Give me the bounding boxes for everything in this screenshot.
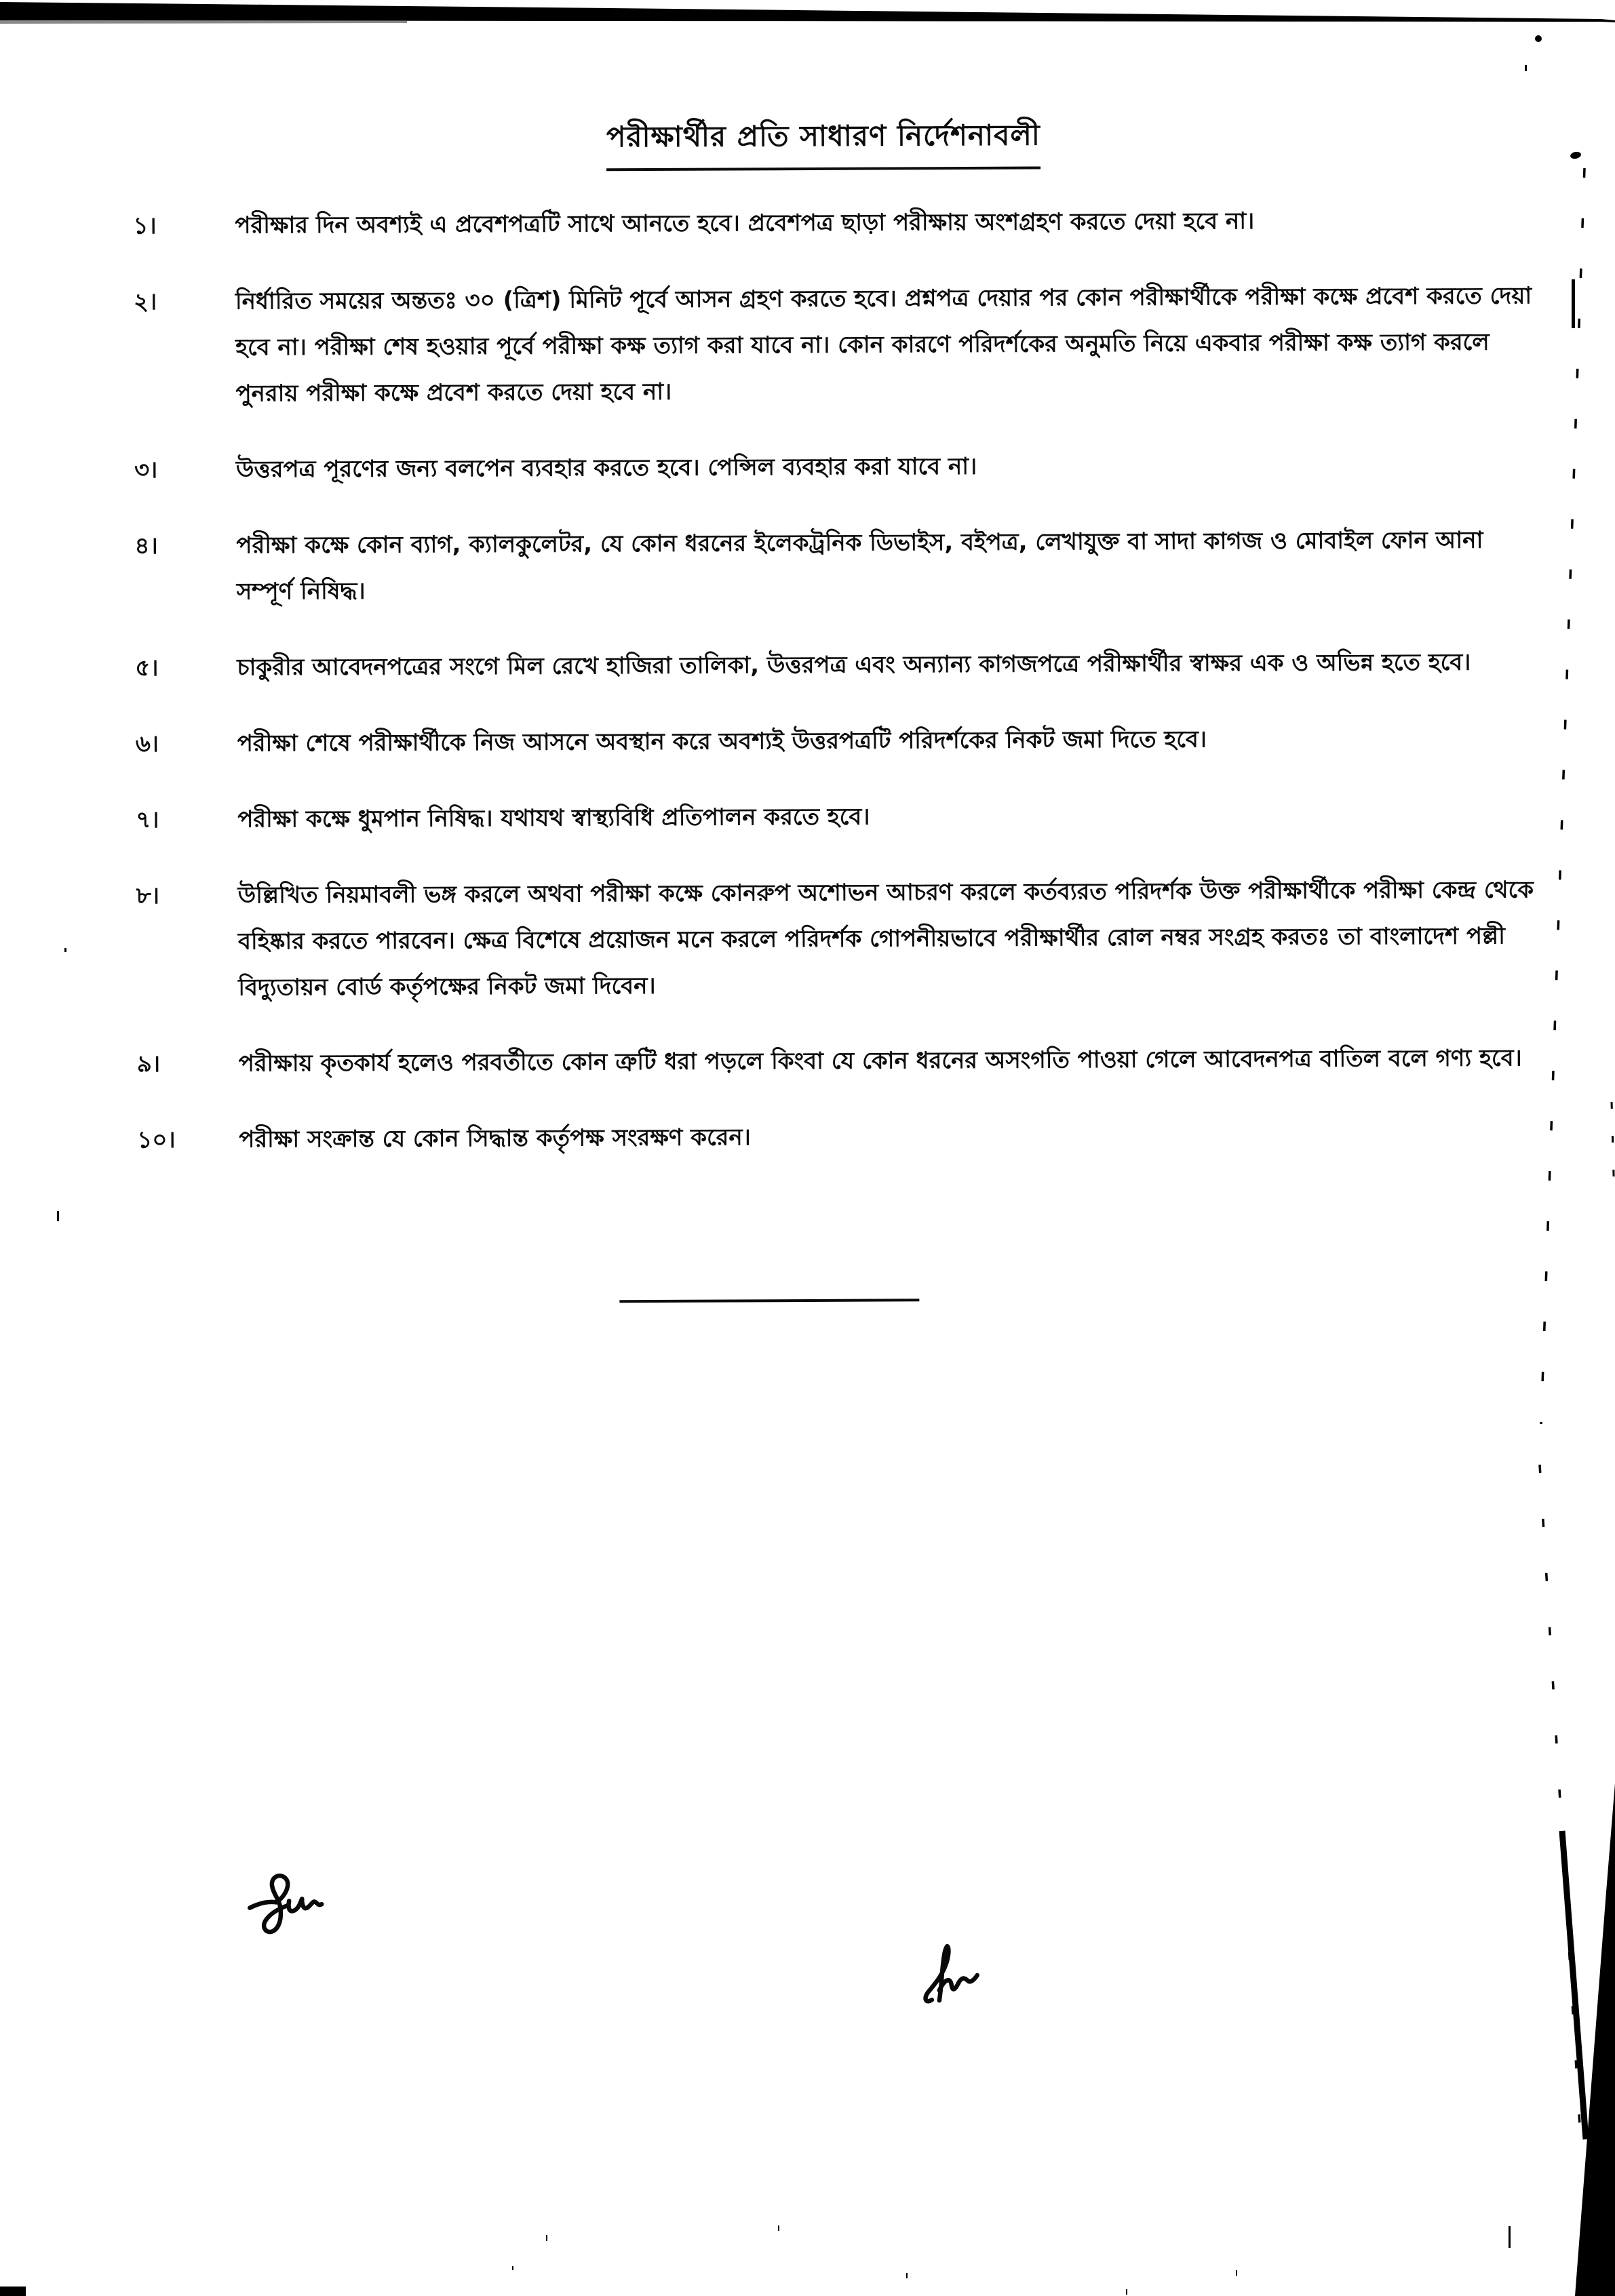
- instruction-item-6: [136, 715, 1541, 767]
- instruction-number: ৮।: [136, 882, 160, 910]
- instruction-text: পরীক্ষা সংক্রান্ত যে কোন সিদ্ধান্ত কর্তৃপক্ষ সংরক্ষণ করেন।: [239, 1124, 751, 1153]
- instruction-number: ৩।: [134, 456, 158, 484]
- instruction-text: পরীক্ষা শেষে পরীক্ষার্থীকে নিজ আসনে অবস্থান করে অবশ্যই উত্তরপত্রটি পরিদর্শকের নিকট জমা দিতে হবে।: [237, 726, 1207, 757]
- instruction-item-5: [135, 639, 1540, 691]
- instruction-number: ৬।: [135, 730, 159, 758]
- page-title: পরীক্ষার্থীর প্রতি সাধারণ নির্দেশনাবলী: [606, 113, 1040, 172]
- instruction-list: [133, 197, 1542, 1193]
- instruction-number: ২।: [133, 288, 157, 316]
- instruction-number: ৯।: [136, 1050, 161, 1078]
- instruction-number: ৪।: [134, 532, 158, 560]
- instruction-text: চাকুরীর আবেদনপত্রের সংগে মিল রেখে হাজিরা তালিকা, উত্তরপত্র এবং অন্যান্য কাগজপত্রে পরীক্ষার্থীর স্বাক্ষর এক ও অভিন্ন হতে হবে।: [237, 648, 1471, 681]
- instruction-number: ৭।: [136, 806, 159, 834]
- instruction-item-1: [133, 197, 1538, 249]
- instruction-text: পরীক্ষা কক্ষে কোন ব্যাগ, ক্যালকুলেটর, যে কোন ধরনের ইলেকট্রনিক ডিভাইস, বইপত্র, লেখাযুক্ত বা সাদা কাগজ ও মোবাইল ফোন আনা সম্পূর্ণ নিষিদ্ধ।: [236, 526, 1483, 606]
- handwritten-signature-icon: [920, 1937, 998, 2006]
- instruction-text: পরীক্ষায় কৃতকার্য হলেও পরবর্তীতে কোন ত্রুটি ধরা পড়লে কিংবা যে কোন ধরনের অসংগতি পাওয়া গেলে আবেদনপত্র বাতিল বলে গণ্য হবে।: [238, 1044, 1522, 1077]
- instruction-item-4: [134, 517, 1540, 615]
- instruction-item-3: [134, 441, 1540, 493]
- instruction-text: পরীক্ষার দিন অবশ্যই এ প্রবেশপত্রটি সাথে আনতে হবে। প্রবেশপত্র ছাড়া পরীক্ষায় অংশগ্রহণ করতে দেয়া হবে না।: [235, 207, 1255, 239]
- instruction-number: ১।: [133, 212, 157, 240]
- instruction-text: উল্লিখিত নিয়মাবলী ভঙ্গ করলে অথবা পরীক্ষা কক্ষে কোনরুপ অশোভন আচরণ করলে কর্তব্যরত পরিদর্শক উক্ত পরীক্ষার্থীকে পরীক্ষা কেন্দ্র থেকে বহিষ্কার করতে পারবেন। ক্ষেত্র বিশেষে প্রয়োজন মনে করলে পরিদর্শক গোপনীয়ভাবে পরীক্ষার্থীর রোল নম্বর সংগ্রহ করতঃ তা বাংলাদেশ পল্লী বিদ্যুতায়ন বোর্ড কর্তৃপক্ষের নিকট জমা দিবেন।: [237, 876, 1534, 1002]
- instruction-item-7: [136, 791, 1541, 843]
- signature-right: [920, 1937, 998, 2006]
- page-title-row: [1, 111, 1615, 174]
- instruction-number: ১০।: [137, 1126, 176, 1154]
- instruction-item-9: [137, 1035, 1542, 1087]
- handwritten-signature-icon: [246, 1865, 337, 1937]
- instruction-text: উত্তরপত্র পূরণের জন্য বলপেন ব্যবহার করতে হবে। পেন্সিল ব্যবহার করা যাবে না।: [235, 452, 977, 483]
- instruction-item-2: [134, 273, 1540, 417]
- signature-left: [246, 1865, 337, 1937]
- center-divider-line: [619, 1299, 919, 1303]
- instruction-item-10: [137, 1111, 1542, 1163]
- instruction-text: পরীক্ষা কক্ষে ধুমপান নিষিদ্ধ। যথাযথ স্বাস্থ্যবিধি প্রতিপালন করতে হবে।: [237, 803, 870, 833]
- instruction-item-8: [136, 867, 1542, 1011]
- instruction-text: নির্ধারিত সময়ের অন্ততঃ ৩০ (ত্রিশ) মিনিট পূর্বে আসন গ্রহণ করতে হবে। প্রশ্নপত্র দেয়ার পর কোন পরীক্ষার্থীকে পরীক্ষা কক্ষে প্রবেশ করতে দেয়া হবে না। পরীক্ষা শেষ হওয়ার পূর্বে পরীক্ষা কক্ষ ত্যাগ করা যাবে না। কোন কারণে পরিদর্শকের অনুমতি নিয়ে একবার পরীক্ষা কক্ষ ত্যাগ করলে পুনরায় পরীক্ষা কক্ষে প্রবেশ করতে দেয়া হবে না।: [235, 282, 1532, 408]
- instruction-number: ৫।: [135, 654, 159, 682]
